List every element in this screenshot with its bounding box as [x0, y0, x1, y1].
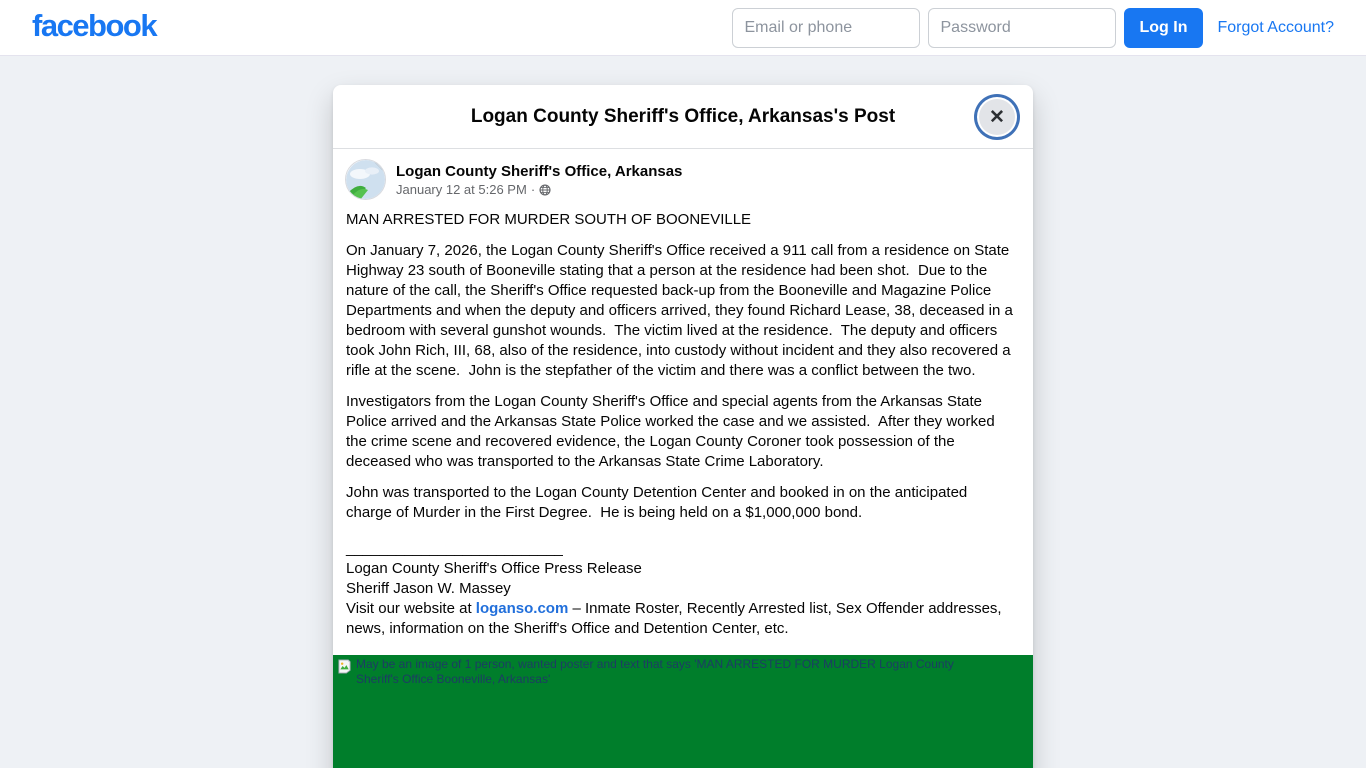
signature-line: Logan County Sheriff's Office Press Release [346, 560, 642, 577]
website-prefix: Visit our website at [346, 600, 476, 617]
page-body [0, 56, 1366, 768]
post-modal [333, 85, 1033, 768]
top-nav [0, 0, 1366, 56]
broken-image-icon [337, 659, 352, 674]
website-line [346, 599, 1017, 639]
post-header-text [396, 162, 682, 198]
avatar[interactable] [345, 159, 386, 200]
email-input[interactable] [732, 8, 920, 48]
post-header [333, 149, 1033, 206]
website-link[interactable]: loganso.com [475, 600, 569, 617]
globe-public-icon [539, 184, 551, 196]
avatar-placeholder-image [346, 160, 386, 200]
post-paragraph: John was transported to the Logan County Detention Center and booked in on the anticipated charge of Murder in the First Degree. He is being held on a $1,000,000 bond. [346, 484, 972, 521]
close-button[interactable] [979, 99, 1015, 135]
post-timestamp[interactable] [396, 182, 682, 197]
underscore-divider: __________________________ [346, 540, 563, 557]
post-image[interactable] [333, 655, 1033, 768]
signature-line: Sheriff Jason W. Massey [346, 580, 511, 597]
password-input[interactable] [928, 8, 1116, 48]
close-icon: ✕ [989, 106, 1005, 128]
modal-header [333, 85, 1033, 149]
post-image-alt-text: May be an image of 1 person, wanted poster and text that says 'MAN ARRESTED FOR MURDER Logan County Sheriff's Office Booneville, Arkansas' [356, 657, 954, 686]
separator-dot: · [530, 182, 536, 198]
facebook-logo[interactable]: facebook [32, 8, 157, 43]
post-headline: MAN ARRESTED FOR MURDER SOUTH OF BOONEVILLE [346, 211, 752, 228]
login-button[interactable]: Log In [1124, 8, 1204, 48]
post-paragraph: Investigators from the Logan County Sheriff's Office and special agents from the Arkansas State Police arrived and the Arkansas State Police worked the case and we assisted. After they worked the crime scene and recovered evidence, the Logan County Coroner took possession of the deceased who was transported to the Arkansas State Crime Laboratory. [346, 393, 999, 470]
website-suffix: – Inmate Roster, Recently Arrested list, Sex Offender addresses, news, information on the Sheriff's Office and Detention Center, etc. [346, 600, 1006, 637]
post-body [333, 206, 1033, 639]
post-author[interactable]: Logan County Sheriff's Office, Arkansas [396, 162, 683, 180]
modal-title: Logan County Sheriff's Office, Arkansas's Post [470, 105, 896, 127]
timestamp-text: January 12 at 5:26 PM [396, 182, 527, 198]
forgot-account-link[interactable]: Forgot Account? [1217, 18, 1334, 36]
post-paragraph: On January 7, 2026, the Logan County Sheriff's Office received a 911 call from a residence on State Highway 23 south of Booneville stating that a person at the residence had been shot. Due to the nature of the call, the Sheriff's Office requested back-up from the Booneville and Magazine Police Departments and when the deputy and officers arrived, they found Richard Lease, 38, deceased in a bedroom with several gunshot wounds. The victim lived at the residence. The deputy and officers took John Rich, III, 68, also of the residence, into custody without incident and they also recovered a rifle at the scene. John is the stepfather of the victim and there was a conflict between the two. [346, 242, 1017, 379]
post-signature-block [346, 539, 1017, 639]
login-form [732, 8, 1335, 48]
